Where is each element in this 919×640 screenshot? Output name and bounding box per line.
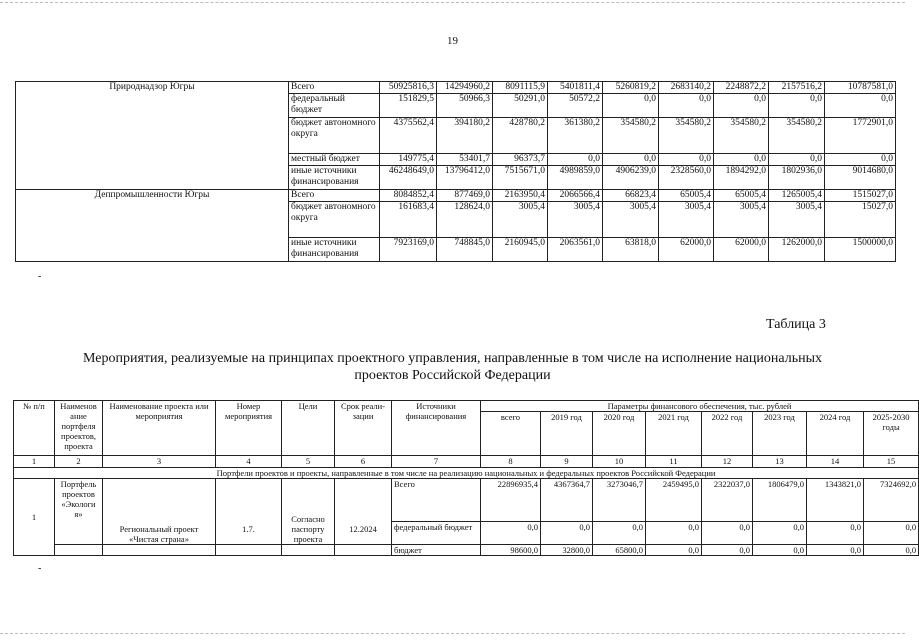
value-cell: 2683140,2: [659, 82, 714, 94]
value-cell: 0,0: [603, 94, 659, 118]
source-cell: федеральный бюджет: [392, 522, 481, 545]
table-label: Таблица 3: [766, 317, 826, 332]
value-cell: 50572,2: [548, 94, 603, 118]
value-cell: 3005,4: [714, 202, 769, 238]
value-cell: 0,0: [714, 154, 769, 166]
value-cell: 1265005,4: [769, 190, 825, 202]
value-cell: 1515027,0: [825, 190, 896, 202]
source-cell: Всего: [289, 190, 380, 202]
value-cell: 50291,0: [493, 94, 548, 118]
value-cell: 62000,0: [659, 238, 714, 262]
column-number: 14: [807, 456, 864, 468]
value-cell: 7923169,0: [380, 238, 437, 262]
page-number: 19: [447, 35, 458, 47]
column-number: 6: [335, 456, 392, 468]
value-cell: 0,0: [753, 545, 807, 556]
table-title: Мероприятия, реализуемые на принципах проектного управления, направленные в том числе на исполнение национальных проектов Российской Федерации: [83, 351, 822, 383]
column-number: 9: [541, 456, 593, 468]
column-number: 15: [864, 456, 919, 468]
value-cell: 2248872,2: [714, 82, 769, 94]
value-cell: 62000,0: [714, 238, 769, 262]
header-financing-params: Параметры финансового обеспечения, тыс. рублей: [481, 401, 919, 412]
value-cell: 354580,2: [603, 118, 659, 154]
value-cell: 354580,2: [769, 118, 825, 154]
column-number: 10: [593, 456, 646, 468]
column-number: 3: [103, 456, 216, 468]
value-cell: 2066566,4: [548, 190, 603, 202]
value-cell: 0,0: [825, 94, 896, 118]
value-cell: 428780,2: [493, 118, 548, 154]
value-cell: 7515671,0: [493, 166, 548, 190]
value-cell: 22896935,4: [481, 479, 541, 522]
source-cell: бюджет автономного округа: [289, 118, 380, 154]
value-cell: 877469,0: [437, 190, 493, 202]
value-cell: 0,0: [864, 545, 919, 556]
projects-table: [13, 400, 919, 556]
value-cell: 0,0: [548, 154, 603, 166]
value-cell: 0,0: [702, 522, 753, 545]
header-year: 2024 год: [807, 412, 864, 456]
value-cell: 2160945,0: [493, 238, 548, 262]
header-year: 2021 год: [646, 412, 702, 456]
value-cell: 50966,3: [437, 94, 493, 118]
value-cell: 354580,2: [659, 118, 714, 154]
value-cell: 361380,2: [548, 118, 603, 154]
column-number: 7: [392, 456, 481, 468]
value-cell: 1772901,0: [825, 118, 896, 154]
header-num: № п/п: [14, 401, 55, 456]
header-portfolio: Наименов ание портфеля проектов, проекта: [55, 401, 103, 456]
value-cell: 8091115,9: [493, 82, 548, 94]
value-cell: 14294960,2: [437, 82, 493, 94]
row-goals: Согласно паспорту проекта: [282, 479, 335, 545]
header-project: Наименование проекта или мероприятия: [103, 401, 216, 456]
value-cell: 2322037,0: [702, 479, 753, 522]
value-cell: 0,0: [864, 522, 919, 545]
value-cell: 46248649,0: [380, 166, 437, 190]
value-cell: 1500000,0: [825, 238, 896, 262]
value-cell: 50925816,3: [380, 82, 437, 94]
source-cell: иные источники финансирования: [289, 166, 380, 190]
value-cell: 1262000,0: [769, 238, 825, 262]
value-cell: 0,0: [807, 545, 864, 556]
empty-cell: [55, 545, 103, 556]
value-cell: 394180,2: [437, 118, 493, 154]
source-cell: иные источники финансирования: [289, 238, 380, 262]
value-cell: 0,0: [769, 94, 825, 118]
source-cell: Всего: [289, 82, 380, 94]
value-cell: 0,0: [646, 522, 702, 545]
value-cell: 128624,0: [437, 202, 493, 238]
value-cell: 4989859,0: [548, 166, 603, 190]
value-cell: 3005,4: [603, 202, 659, 238]
header-year: 2019 год: [541, 412, 593, 456]
stray-mark: -: [38, 563, 42, 574]
source-cell: федеральный бюджет: [289, 94, 380, 118]
org-name-cell: Природнадзор Югры: [16, 82, 289, 190]
column-number: 1: [14, 456, 55, 468]
value-cell: 98600,0: [481, 545, 541, 556]
value-cell: 65005,4: [714, 190, 769, 202]
empty-cell: [335, 545, 392, 556]
value-cell: 13796412,0: [437, 166, 493, 190]
value-cell: 53401,7: [437, 154, 493, 166]
value-cell: 10787581,0: [825, 82, 896, 94]
column-number: 8: [481, 456, 541, 468]
value-cell: 7324692,0: [864, 479, 919, 522]
source-cell: местный бюджет: [289, 154, 380, 166]
value-cell: 4375562,4: [380, 118, 437, 154]
header-measure-number: Номер мероприятия: [216, 401, 282, 456]
value-cell: 0,0: [603, 154, 659, 166]
header-year: 2023 год: [753, 412, 807, 456]
value-cell: 1806479,0: [753, 479, 807, 522]
value-cell: 2459495,0: [646, 479, 702, 522]
org-name-cell: Деппромышленности Югры: [16, 190, 289, 262]
value-cell: 161683,4: [380, 202, 437, 238]
column-number: 5: [282, 456, 335, 468]
value-cell: 3273046,7: [593, 479, 646, 522]
source-cell: бюджет автономного округа: [289, 202, 380, 238]
value-cell: 0,0: [659, 154, 714, 166]
header-year: 2020 год: [593, 412, 646, 456]
value-cell: 1802936,0: [769, 166, 825, 190]
value-cell: 0,0: [481, 522, 541, 545]
empty-cell: [282, 545, 335, 556]
table-row: [16, 82, 896, 94]
value-cell: 4906239,0: [603, 166, 659, 190]
value-cell: 8084852,4: [380, 190, 437, 202]
value-cell: 0,0: [753, 522, 807, 545]
header-year: 2025-2030 годы: [864, 412, 919, 456]
value-cell: 3005,4: [493, 202, 548, 238]
value-cell: 65800,0: [593, 545, 646, 556]
value-cell: 149775,4: [380, 154, 437, 166]
empty-cell: [103, 545, 216, 556]
value-cell: 32800,0: [541, 545, 593, 556]
value-cell: 96373,7: [493, 154, 548, 166]
row-term: 12.2024: [335, 479, 392, 545]
value-cell: 65005,4: [659, 190, 714, 202]
value-cell: 2063561,0: [548, 238, 603, 262]
value-cell: 1894292,0: [714, 166, 769, 190]
value-cell: 2163950,4: [493, 190, 548, 202]
source-cell: бюджет: [392, 545, 481, 556]
value-cell: 0,0: [769, 154, 825, 166]
source-cell: Всего: [392, 479, 481, 522]
header-year: 2022 год: [702, 412, 753, 456]
value-cell: 354580,2: [714, 118, 769, 154]
value-cell: 5401811,4: [548, 82, 603, 94]
table-row: [16, 190, 896, 202]
header-goals: Цели: [282, 401, 335, 456]
value-cell: 748845,0: [437, 238, 493, 262]
value-cell: 0,0: [541, 522, 593, 545]
header-term: Срок реали- зации: [335, 401, 392, 456]
value-cell: 0,0: [714, 94, 769, 118]
value-cell: 0,0: [807, 522, 864, 545]
value-cell: 2328560,0: [659, 166, 714, 190]
value-cell: 66823,4: [603, 190, 659, 202]
bottom-edge-line: [0, 633, 905, 634]
empty-cell: [216, 545, 282, 556]
value-cell: 4367364,7: [541, 479, 593, 522]
value-cell: 9014680,0: [825, 166, 896, 190]
value-cell: 0,0: [646, 545, 702, 556]
row-project: Региональный проект «Чистая страна»: [103, 479, 216, 545]
value-cell: 3005,4: [659, 202, 714, 238]
row-portfolio: Портфель проектов «Экологи я»: [55, 479, 103, 545]
funding-table-continuation: [15, 81, 896, 262]
column-number: 13: [753, 456, 807, 468]
value-cell: 151829,5: [380, 94, 437, 118]
value-cell: 63818,0: [603, 238, 659, 262]
value-cell: 1343821,0: [807, 479, 864, 522]
value-cell: 3005,4: [548, 202, 603, 238]
value-cell: 0,0: [659, 94, 714, 118]
value-cell: 3005,4: [769, 202, 825, 238]
value-cell: 0,0: [702, 545, 753, 556]
value-cell: 0,0: [825, 154, 896, 166]
stray-mark: -: [38, 271, 42, 282]
header-year: всего: [481, 412, 541, 456]
header-sources: Источники финансирования: [392, 401, 481, 456]
column-number: 11: [646, 456, 702, 468]
column-number: 4: [216, 456, 282, 468]
value-cell: 0,0: [593, 522, 646, 545]
row-measure-number: 1.7.: [216, 479, 282, 545]
row-num: 1: [14, 479, 55, 556]
column-number: 2: [55, 456, 103, 468]
value-cell: 5260819,2: [603, 82, 659, 94]
value-cell: 15027,0: [825, 202, 896, 238]
section-row: Портфели проектов и проекты, направленные в том числе на реализацию национальных и федеральных проектов Российской Федерации: [14, 468, 919, 479]
column-number: 12: [702, 456, 753, 468]
value-cell: 2157516,2: [769, 82, 825, 94]
top-edge-line: [0, 2, 905, 3]
